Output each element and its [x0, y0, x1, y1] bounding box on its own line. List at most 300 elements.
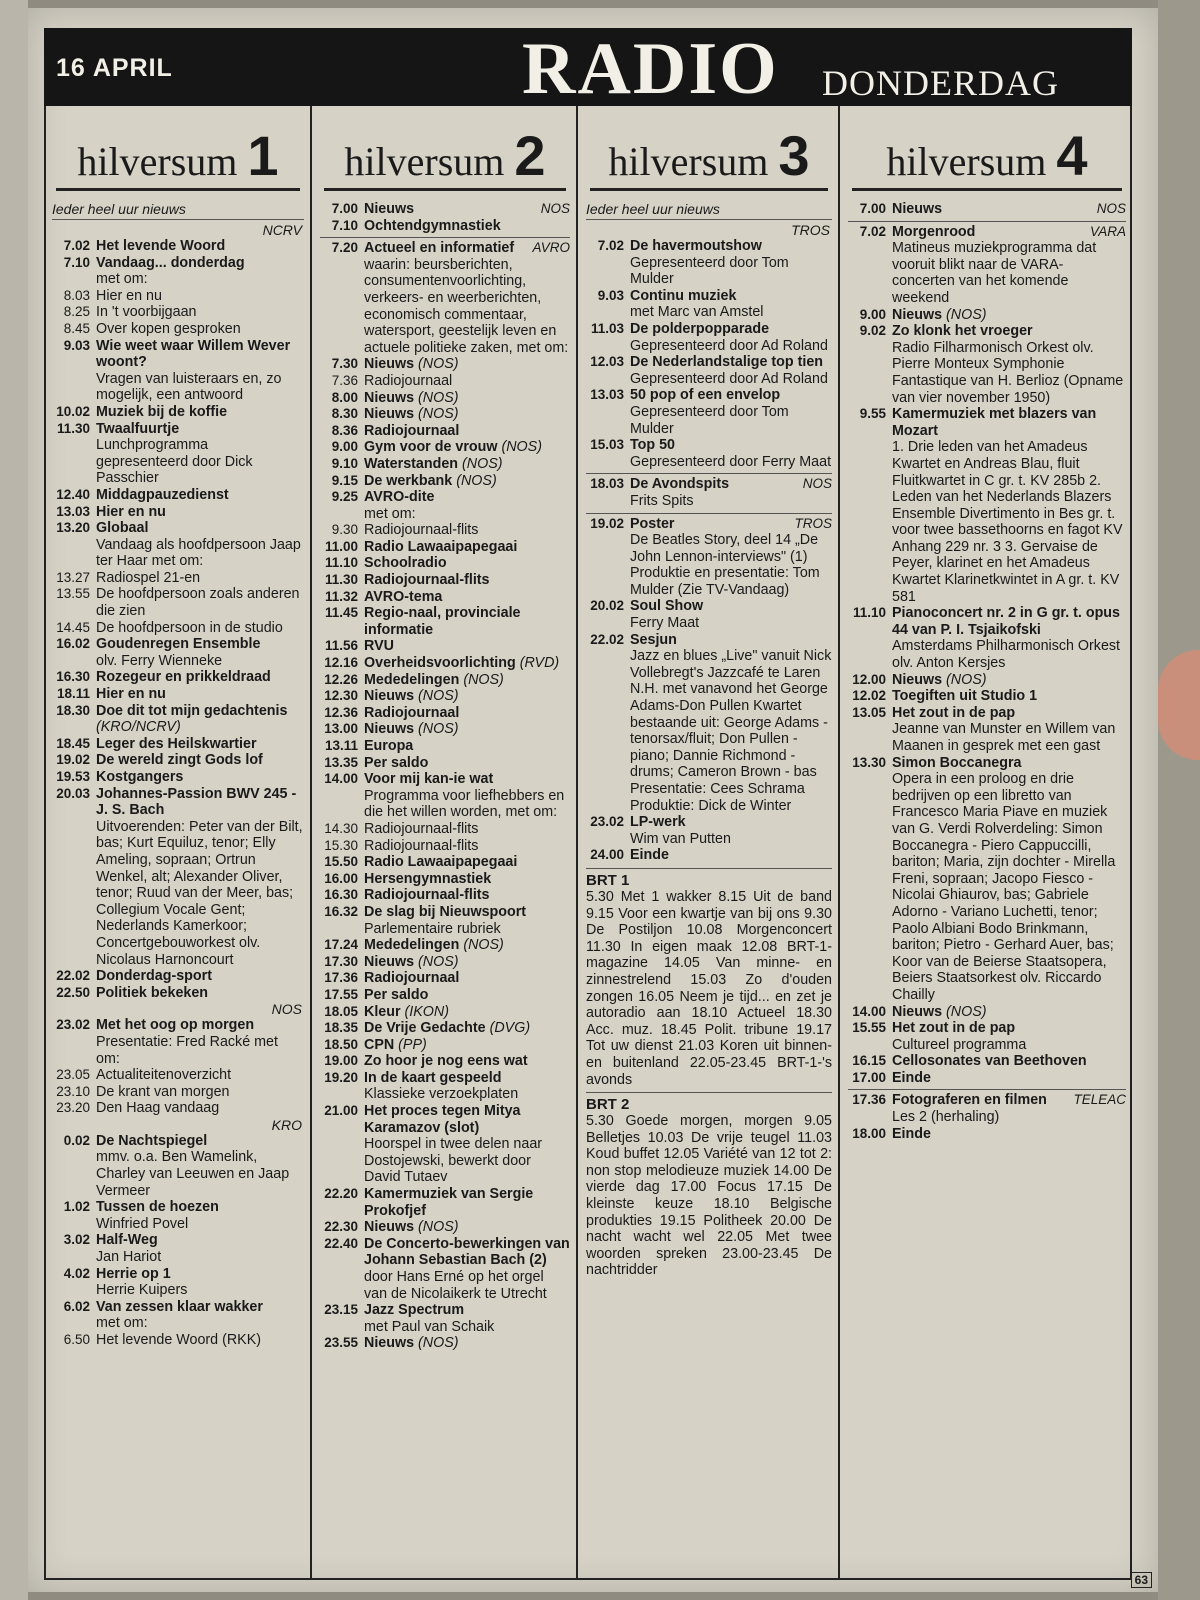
program-entry [586, 321, 832, 354]
program-title: Nieuws [892, 201, 943, 217]
program-entry [848, 1070, 1126, 1087]
program-broadcaster: (NOS) [946, 306, 987, 323]
program-content [364, 1335, 570, 1352]
program-title: Kamermuziek met blazers van Mozart [892, 406, 1097, 439]
program-time: 17.55 [324, 986, 358, 1002]
program-time: 13.03 [590, 387, 624, 403]
program-description: Jan Hariot [96, 1249, 162, 1266]
program-title: Twaalfuurtje [96, 420, 180, 437]
program-title: Poster [630, 515, 675, 532]
program-entry [320, 672, 570, 689]
program-content [364, 954, 570, 971]
program-title: In 't voorbijgaan [96, 304, 197, 321]
column-hilversum-3 [576, 106, 838, 1578]
program-time: 9.25 [331, 489, 358, 505]
program-title: Het levende Woord [96, 238, 226, 254]
program-content [364, 1219, 570, 1236]
program-entry [320, 854, 570, 871]
program-time: 11.45 [324, 605, 358, 621]
program-time: 18.50 [324, 1036, 358, 1052]
program-entry [848, 224, 1126, 307]
program-description: Gepresenteerd door Ad Roland [630, 337, 828, 354]
program-title: AVRO-tema [364, 588, 443, 605]
program-broadcaster: (NOS) [418, 356, 459, 373]
program-entry [320, 1186, 570, 1219]
program-entry [320, 539, 570, 556]
program-entry [320, 887, 570, 904]
program-content [96, 338, 304, 404]
program-entry [320, 356, 570, 373]
program-content [96, 586, 304, 619]
program-entry [320, 721, 570, 738]
program-time: 8.00 [331, 389, 358, 405]
program-time: 17.24 [324, 937, 358, 953]
program-title: Het proces tegen Mitya Karamazov (slot) [364, 1103, 521, 1136]
program-content [96, 736, 304, 753]
broadcaster-tag: NOS [802, 476, 832, 492]
program-time: 22.40 [324, 1235, 358, 1251]
program-content [96, 1017, 304, 1067]
program-time: 10.02 [56, 403, 90, 419]
station-header [590, 116, 828, 191]
program-time: 13.35 [324, 754, 358, 770]
program-description: Uitvoerenden: Peter van der Bilt, bas; Kurt Equiluz, tenor; Elly Ameling, sopraan; Ortrun Wenkel, alt; Alexander Oliver, tenor; Ruud van der Meer, bas; Collegium Vocale Gent; Nederlands Kamerkoor; Concertgebouworkest olv. Nicolaus Harnoncourt [96, 818, 303, 968]
separator [848, 221, 1126, 222]
program-time: 12.03 [590, 354, 624, 370]
program-title: Nieuws [364, 721, 415, 738]
program-entry [320, 738, 570, 755]
program-entry [320, 522, 570, 539]
program-entry [320, 1037, 570, 1054]
program-description: Ferry Maat [630, 615, 700, 632]
broadcaster-label: TROS [791, 222, 830, 238]
program-entry [52, 1332, 304, 1349]
program-entry [586, 238, 832, 288]
program-description: Lunchprogramma gepresenteerd door Dick Passchier [96, 437, 253, 487]
program-entry [52, 786, 304, 969]
program-title: Simon Boccanegra [892, 754, 1022, 771]
program-description: Winfried Povel [96, 1215, 189, 1232]
program-content [364, 987, 570, 1004]
program-content [96, 686, 304, 703]
program-broadcaster: (NOS) [456, 472, 497, 489]
program-time: 19.02 [56, 752, 90, 768]
program-content [630, 516, 832, 599]
program-entry [320, 456, 570, 473]
program-entry [52, 404, 304, 421]
program-description: met om: [96, 1315, 148, 1332]
program-content [892, 705, 1126, 755]
program-time: 22.50 [56, 984, 90, 1000]
program-entry [52, 504, 304, 521]
program-description: Les 2 (herhaling) [892, 1109, 1000, 1126]
program-entry [586, 387, 832, 437]
station-header [852, 116, 1122, 191]
program-content [630, 847, 832, 864]
program-time: 18.30 [56, 702, 90, 718]
program-entry [52, 636, 304, 669]
program-broadcaster: (NOS) [946, 1003, 987, 1020]
program-title: Waterstanden [364, 455, 459, 472]
program-content [364, 1103, 570, 1186]
program-time: 7.00 [331, 201, 358, 216]
program-entry [848, 406, 1126, 605]
program-description: Wim van Putten [630, 830, 731, 847]
column-hilversum-1 [44, 106, 310, 1578]
broadcaster-tag: NOS [1096, 201, 1126, 216]
program-time: 9.30 [331, 522, 358, 538]
program-content [364, 672, 570, 689]
program-entry [848, 755, 1126, 1004]
program-description: Klassieke verzoekplaten [364, 1086, 519, 1103]
program-description: Opera in een proloog en drie bedrijven op een libretto van Francesco Maria Piave en muziek van G. Verdi Rolverdeling: Simon Boccanegra - Piero Cappuccilli, bariton; Maria, zijn dochter - Mirella Freni, sopraan; Jacopo Fiesco - Nicolai Ghiaurov, bas; Gabriele Adorno - Variano Luchetti, tenor; Paolo Albiani Bodo Brinkmann, bariton; Pietro - Gerhard Auer, bas; Koor van de Beierse Staatsopera, Beiers Staatsorkest olv. Riccardo Chailly [892, 771, 1116, 1003]
program-title: Sesjun [630, 631, 677, 648]
program-time: 12.16 [324, 655, 358, 671]
program-entry [586, 632, 832, 815]
program-entry [52, 1017, 304, 1067]
program-entry [320, 987, 570, 1004]
program-entry [320, 201, 570, 218]
program-content [96, 703, 304, 736]
program-content [96, 1299, 304, 1332]
column-hilversum-4 [838, 106, 1132, 1578]
program-entry [52, 487, 304, 504]
program-content [364, 1020, 570, 1037]
program-content [364, 854, 570, 871]
program-time: 11.00 [324, 538, 358, 554]
program-content [892, 672, 1126, 689]
program-time: 0.02 [63, 1132, 90, 1148]
program-content [364, 721, 570, 738]
brt1-schedule: 5.30 Met 1 wakker 8.15 Uit de band 9.15 Voor een kwartje van bij ons 9.30 De Postiljon 10.08 Morgenconcert 11.30 In eigen maak 12.08 BRT-1-magazine 14.05 Van minne- en zinnestrelend 15.03 Zo d'ouden zongen 16.05 Neem je tijd... en zet je autoradio aan 18.10 Actueel 18.30 Acc. muz. 18.45 Polit. tribune 19.17 Tot uw dienst 21.03 Koren uit binnen- en buitenland 22.05-23.45 BRT-1-'s avonds [586, 888, 832, 1088]
page-number: 63 [1131, 1572, 1152, 1588]
program-title: Ochtendgymnastiek [364, 217, 501, 234]
news-note: Ieder heel uur nieuws [586, 201, 832, 220]
program-entry [52, 968, 304, 985]
program-time: 19.20 [324, 1069, 358, 1085]
program-content [364, 589, 570, 606]
program-entry [586, 814, 832, 847]
program-title: Radiojournaal [364, 970, 460, 987]
program-title: LP-werk [630, 814, 686, 831]
program-description: Gepresenteerd door Tom Mulder [630, 254, 789, 288]
program-time: 24.00 [590, 847, 624, 863]
program-broadcaster: (PP) [398, 1036, 427, 1053]
program-time: 11.32 [324, 588, 358, 604]
program-title: De Avondspits [630, 476, 730, 493]
program-time: 15.55 [852, 1020, 886, 1036]
program-time: 16.02 [56, 636, 90, 652]
program-entry [320, 1020, 570, 1037]
program-title: Het zout in de pap [892, 1020, 1016, 1037]
program-content [364, 821, 570, 838]
program-content [630, 814, 832, 847]
program-time: 23.10 [56, 1083, 90, 1099]
program-entry [320, 439, 570, 456]
program-time: 23.05 [56, 1067, 90, 1083]
program-title: Nieuws [364, 356, 415, 373]
program-time: 7.02 [859, 223, 886, 239]
program-entry [586, 354, 832, 387]
program-title: 50 pop of een envelop [630, 387, 781, 404]
program-time: 21.00 [324, 1103, 358, 1119]
program-time: 9.15 [331, 472, 358, 488]
program-time: 11.03 [590, 320, 624, 336]
program-title: De werkbank [364, 472, 453, 489]
program-entry [586, 476, 832, 509]
program-content [96, 636, 304, 669]
program-entry [320, 871, 570, 888]
program-title: Overheidsvoorlichting [364, 655, 516, 672]
program-entry [52, 570, 304, 587]
program-content [364, 755, 570, 772]
separator [848, 1089, 1126, 1090]
broadcaster-tag: TROS [794, 515, 832, 531]
program-title: Nieuws [364, 1219, 415, 1236]
program-time: 18.35 [324, 1020, 358, 1036]
program-entry [848, 201, 1126, 218]
program-entry [52, 620, 304, 637]
program-time: 9.02 [859, 323, 886, 339]
program-title: Nieuws [364, 688, 415, 705]
program-title: CPN [364, 1036, 395, 1053]
header-day: DONDERDAG [822, 63, 1059, 103]
program-time: 14.00 [852, 1003, 886, 1019]
program-broadcaster: (NOS) [501, 439, 542, 456]
program-entry [320, 970, 570, 987]
program-content [892, 1126, 1126, 1143]
program-content [96, 288, 304, 305]
program-content [364, 970, 570, 987]
program-content [96, 404, 304, 421]
broadcaster-label: NOS [271, 1001, 302, 1018]
program-broadcaster: (NOS) [418, 721, 459, 738]
program-time: 23.02 [56, 1017, 90, 1033]
program-title: Radiojournaal-flits [364, 820, 479, 837]
program-time: 4.02 [63, 1265, 90, 1281]
program-time: 15.30 [324, 837, 358, 853]
program-time: 12.26 [324, 671, 358, 687]
station-number: 1 [247, 124, 279, 187]
program-content [892, 1053, 1126, 1070]
program-time: 17.00 [852, 1069, 886, 1085]
program-title: Leger des Heilskwartier [96, 735, 257, 752]
program-title: Regio-naal, provinciale informatie [364, 605, 521, 638]
program-title: Half-Weg [96, 1232, 158, 1249]
program-content [364, 522, 570, 539]
program-description: Cultureel programma [892, 1036, 1027, 1053]
program-entry [52, 1199, 304, 1232]
program-title: Nieuws [892, 306, 943, 323]
program-title: De hoofdpersoon zoals anderen die zien [96, 586, 300, 620]
program-entry [848, 1020, 1126, 1053]
broadcaster-tag: VARA [1089, 223, 1126, 239]
program-content [96, 487, 304, 504]
station-number: 3 [778, 124, 810, 187]
program-title: Van zessen klaar wakker [96, 1298, 263, 1315]
brt1-heading: BRT 1 [586, 868, 832, 889]
program-title: Donderdag-sport [96, 968, 212, 985]
program-entry [848, 1092, 1126, 1125]
program-content [96, 304, 304, 321]
program-description: mmv. o.a. Ben Wamelink, Charley van Leeuwen en Jaap Vermeer [96, 1149, 290, 1199]
program-time: 18.03 [590, 476, 624, 492]
program-title: Schoolradio [364, 555, 447, 572]
program-description: met om: [364, 505, 416, 522]
program-title: Nieuws [892, 671, 943, 688]
program-description: Herrie Kuipers [96, 1282, 188, 1299]
program-title: Einde [630, 847, 669, 864]
program-title: Rozegeur en prikkeldraad [96, 669, 271, 686]
program-time: 16.30 [324, 887, 358, 903]
program-broadcaster: (KRO/NCRV) [96, 719, 181, 736]
program-time: 12.02 [852, 688, 886, 704]
program-entry [320, 655, 570, 672]
program-description: met Marc van Amstel [630, 304, 764, 321]
program-title: Mededelingen [364, 671, 460, 688]
program-time: 16.15 [852, 1053, 886, 1069]
program-broadcaster: (NOS) [462, 455, 503, 472]
program-time: 20.03 [56, 785, 90, 801]
program-time: 7.36 [331, 372, 358, 388]
program-content [892, 688, 1126, 705]
program-time: 17.30 [324, 953, 358, 969]
program-content [364, 771, 570, 821]
program-title: Europa [364, 738, 414, 754]
program-time: 20.02 [590, 598, 624, 614]
program-entry [52, 255, 304, 288]
program-time: 8.36 [331, 422, 358, 438]
program-broadcaster: (RVD) [519, 655, 560, 672]
program-content [364, 390, 570, 407]
program-title: Continu muziek [630, 287, 737, 304]
program-entry [320, 572, 570, 589]
program-broadcaster: (NOS) [418, 389, 459, 406]
program-time: 19.00 [324, 1053, 358, 1069]
broadcaster-tag: NOS [540, 201, 570, 216]
program-description: Gepresenteerd door Tom Mulder [630, 403, 789, 437]
program-content [364, 439, 570, 456]
program-time: 13.30 [852, 754, 886, 770]
program-time: 17.36 [852, 1092, 886, 1108]
program-content [364, 1053, 570, 1070]
program-content [892, 406, 1126, 605]
program-entry [320, 423, 570, 440]
program-description: Matineus muziekprogramma dat vooruit blikt naar de VARA-concerten van het komende weekend [892, 240, 1097, 306]
program-content [364, 705, 570, 722]
program-time: 11.30 [56, 420, 90, 436]
program-entry [320, 1004, 570, 1021]
program-title: Hier en nu [96, 686, 166, 703]
program-content [892, 1070, 1126, 1087]
program-title: Den Haag vandaag [96, 1100, 220, 1117]
program-time: 13.00 [324, 721, 358, 737]
program-content [96, 570, 304, 587]
station-word: hilversum [77, 139, 238, 184]
program-entry [848, 1126, 1126, 1143]
program-entry [320, 771, 570, 821]
program-description: Gepresenteerd door Ad Roland [630, 370, 828, 387]
program-content [96, 669, 304, 686]
program-entry [52, 1100, 304, 1117]
program-description: waarin: beursberichten, consumentenvoorlichting, verkeers- en weerberichten, economisch commentaar, watersport, geestelijk leven en actuele politieke zaken, met om: [364, 256, 569, 356]
program-title: Nieuws [892, 1003, 943, 1020]
program-content [364, 373, 570, 390]
program-entry [320, 218, 570, 235]
program-entry [320, 555, 570, 572]
program-time: 22.30 [324, 1219, 358, 1235]
program-description: met om: [96, 271, 148, 288]
program-title: Hier en nu [96, 503, 166, 520]
separator [320, 237, 570, 238]
program-time: 3.02 [63, 1232, 90, 1248]
program-time: 7.30 [331, 356, 358, 372]
program-time: 7.10 [63, 254, 90, 270]
program-time: 19.02 [590, 515, 624, 531]
program-content [364, 887, 570, 904]
program-content [96, 1232, 304, 1265]
program-title: Met het oog op morgen [96, 1017, 255, 1034]
program-content [892, 307, 1126, 324]
program-content [96, 985, 304, 1002]
program-entry [586, 288, 832, 321]
program-entry [320, 473, 570, 490]
program-entry [320, 954, 570, 971]
program-title: Per saldo [364, 754, 429, 771]
program-title: Nieuws [364, 201, 415, 217]
program-time: 13.11 [324, 738, 358, 753]
program-entry [52, 321, 304, 338]
program-entry [52, 1299, 304, 1332]
column-hilversum-2 [310, 106, 576, 1578]
program-title: Radiojournaal [364, 372, 453, 389]
program-title: Wie weet waar Willem Wever woont? [96, 337, 291, 371]
program-entry [320, 390, 570, 407]
program-title: De havermoutshow [630, 238, 762, 254]
program-content [630, 632, 832, 815]
header-title: RADIO [522, 28, 779, 110]
program-title: Zo hoor je nog eens wat [364, 1053, 528, 1070]
program-title: Toegiften uit Studio 1 [892, 688, 1038, 705]
program-content [364, 555, 570, 572]
program-broadcaster: (NOS) [418, 1335, 459, 1352]
program-time: 7.02 [597, 238, 624, 253]
program-title: Nieuws [364, 389, 415, 406]
program-entry [320, 937, 570, 954]
program-time: 9.00 [331, 439, 358, 455]
program-title: De Nachtspiegel [96, 1132, 208, 1149]
program-broadcaster: (NOS) [946, 671, 987, 688]
program-title: Top 50 [630, 437, 676, 454]
station-number: 4 [1056, 124, 1088, 187]
program-broadcaster: (NOS) [418, 953, 459, 970]
program-entry [52, 1232, 304, 1265]
program-time: 22.02 [56, 968, 90, 984]
station-header [56, 116, 300, 191]
program-time: 9.00 [859, 306, 886, 322]
program-description: Vragen van luisteraars en, zo mogelijk, een antwoord [96, 370, 282, 404]
brt2-schedule: 5.30 Goede morgen, morgen 9.05 Belletjes 10.03 De vrije teugel 11.03 Koud buffet 12.05 Variété van 12 tot 2: non stop melodieuze muziek 14.00 De vierde dag 17.00 Focus 17.15 De kleinste keuze 18.10 Belgische produkties 19.15 Politheek 20.00 De nacht wacht wel 22.05 Met twee woorden spreken 23.00-23.45 De nachtridder [586, 1113, 832, 1279]
program-entry [320, 1103, 570, 1186]
program-title: Jazz Spectrum [364, 1302, 465, 1319]
program-time: 12.40 [56, 486, 90, 502]
program-time: 22.02 [590, 631, 624, 647]
program-content [364, 218, 570, 235]
program-content [96, 769, 304, 786]
program-time: 13.55 [56, 586, 90, 602]
program-time: 18.45 [56, 735, 90, 751]
program-title: Cellosonates van Beethoven [892, 1053, 1087, 1070]
